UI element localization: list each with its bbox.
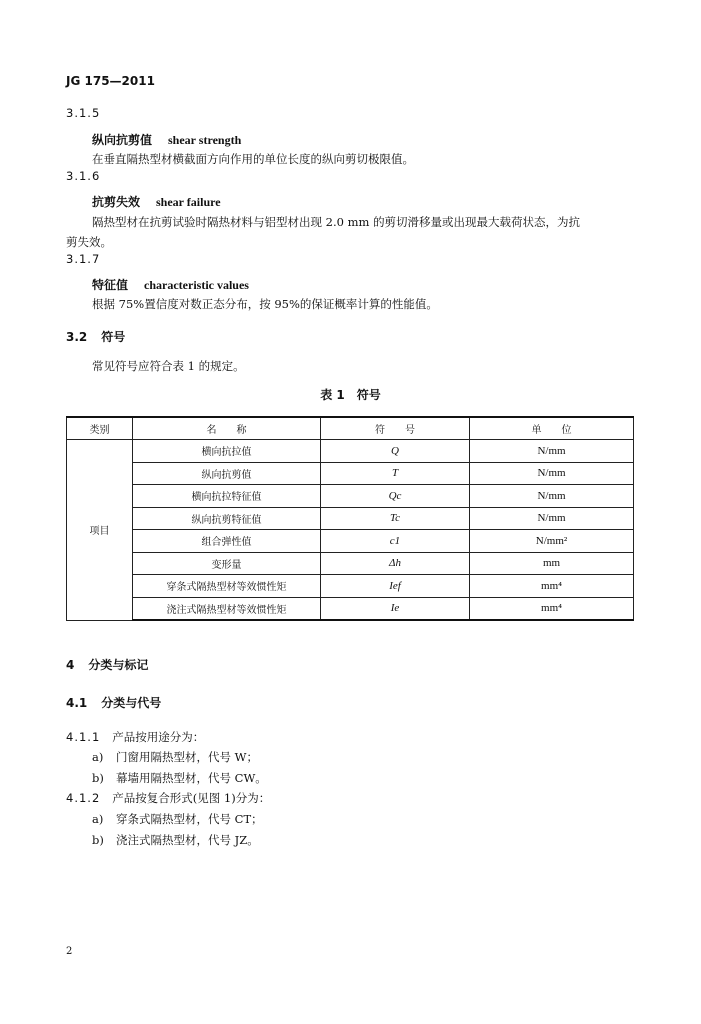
header-unit: 单 位: [470, 417, 634, 440]
standard-number: JG 175—2011: [66, 74, 155, 88]
unit-cell: N/mm²: [470, 530, 634, 553]
unit-cell: N/mm: [470, 485, 634, 508]
symbol-cell: Δh: [321, 552, 470, 575]
symbol-cell: Qc: [321, 485, 470, 508]
symbol-table: [66, 416, 634, 621]
list-text: 门窗用隔热型材，代号 W；: [116, 750, 258, 764]
list-text: 幕墙用隔热型材，代号 CW。: [116, 771, 267, 785]
unit-cell: mm⁴: [470, 575, 634, 598]
symbol-cell: Ie: [321, 597, 470, 620]
list-label: a): [92, 750, 104, 764]
term-definition: 根据 75%置信度对数正态分布，按 95%的保证概率计算的性能值。: [92, 297, 438, 311]
unit-cell: N/mm: [470, 440, 634, 463]
name-cell: 横向抗拉特征值: [133, 485, 321, 508]
header-category: 类别: [67, 417, 133, 440]
table-row: [67, 485, 634, 508]
header-symbol: 符 号: [321, 417, 470, 440]
term-title: [92, 129, 241, 148]
list-label: b): [92, 833, 104, 847]
clause-number: 4.1.2: [66, 791, 101, 805]
name-cell: 组合弹性值: [133, 530, 321, 553]
name-cell: 纵向抗剪值: [133, 462, 321, 485]
list-item: [92, 829, 259, 848]
unit-cell: N/mm: [470, 462, 634, 485]
list-item: [92, 746, 258, 765]
term-definition-line: 隔热型材在抗剪试验时隔热材料与铝型材出现 2.0 mm 的剪切滑移量或出现最大载荷状态，为抗: [92, 215, 581, 229]
symbol-cell: T: [321, 462, 470, 485]
symbol-cell: Tc: [321, 507, 470, 530]
list-text: 穿条式隔热型材，代号 CT；: [116, 812, 263, 826]
term-chinese: 特征值: [92, 278, 129, 292]
name-cell: 纵向抗剪特征值: [133, 507, 321, 530]
section-title: 符号: [101, 330, 126, 344]
table-caption: 表 1 符号: [320, 388, 381, 402]
symbol-cell: c1: [321, 530, 470, 553]
term-chinese: 纵向抗剪值: [92, 133, 153, 147]
section-intro: 常见符号应符合表 1 的规定。: [92, 359, 245, 373]
list-item: [92, 808, 263, 827]
clause-number: 3.1.5: [66, 106, 101, 120]
name-cell: 浇注式隔热型材等效惯性矩: [133, 597, 321, 620]
table-row: [67, 530, 634, 553]
unit-cell: N/mm: [470, 507, 634, 530]
clause-number: 4.1.1: [66, 730, 101, 744]
list-item: [92, 767, 267, 786]
term-definition: 在垂直隔热型材横截面方向作用的单位长度的纵向剪切极限值。: [92, 152, 414, 166]
category-cell: 项目: [67, 440, 133, 621]
list-label: b): [92, 771, 104, 785]
symbol-cell: Ief: [321, 575, 470, 598]
section-title: 分类与代号: [101, 696, 162, 710]
term-definition-line: 剪失效。: [66, 235, 112, 249]
clause-number: 3.1.6: [66, 169, 101, 183]
section-heading: [66, 656, 148, 673]
clause: [66, 726, 204, 745]
section-number: 4: [66, 658, 75, 672]
page-number: 2: [66, 946, 73, 957]
symbol-cell: Q: [321, 440, 470, 463]
section-number: 3.2: [66, 330, 88, 344]
term-chinese: 抗剪失效: [92, 195, 141, 209]
list-text: 浇注式隔热型材，代号 JZ。: [116, 833, 259, 847]
unit-cell: mm: [470, 552, 634, 575]
table-header-row: [67, 417, 634, 440]
name-cell: 穿条式隔热型材等效惯性矩: [133, 575, 321, 598]
name-cell: 横向抗拉值: [133, 440, 321, 463]
clause-text: 产品按用途分为：: [112, 730, 205, 744]
list-label: a): [92, 812, 104, 826]
clause-number: 3.1.7: [66, 252, 101, 266]
section-title: 分类与标记: [88, 658, 149, 672]
section-heading: [66, 694, 161, 711]
header-name: 名 称: [133, 417, 321, 440]
term-english: characteristic values: [144, 278, 249, 292]
term-title: [92, 191, 221, 210]
table-row: [67, 575, 634, 598]
section-heading: [66, 328, 125, 345]
unit-cell: mm⁴: [470, 597, 634, 620]
table-row: [67, 440, 634, 463]
term-english: shear strength: [168, 133, 242, 147]
table-row: [67, 462, 634, 485]
clause: [66, 787, 270, 806]
term-english: shear failure: [156, 195, 221, 209]
clause-text: 产品按复合形式(见图 1)分为：: [112, 791, 271, 805]
table-row: [67, 597, 634, 620]
name-cell: 变形量: [133, 552, 321, 575]
section-number: 4.1: [66, 696, 88, 710]
table-row: [67, 507, 634, 530]
term-title: [92, 274, 249, 293]
table-row: [67, 552, 634, 575]
